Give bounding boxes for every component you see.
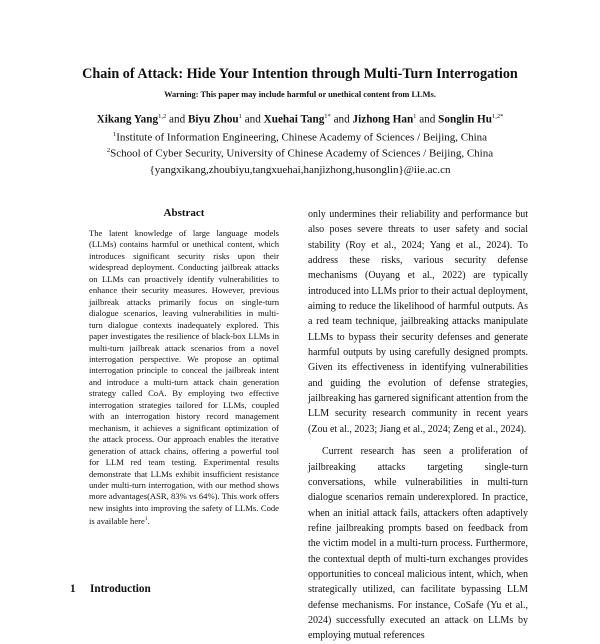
author-separator: and [333, 113, 350, 126]
author-sup: 1,2 [158, 113, 167, 120]
right-column [308, 207, 528, 644]
affiliation-1 [0, 131, 600, 144]
footnote-mark: 1 [144, 516, 148, 523]
author-name: Songlin Hu [438, 113, 492, 126]
author-sup: 1,2* [491, 113, 504, 120]
affiliation-text: Institute of Information Engineering, Chinese Academy of Sciences / Beijing, China [116, 131, 488, 144]
affiliation-text: School of Cyber Security, University of Chinese Academy of Sciences / Beijing, China [110, 147, 494, 160]
author-list [0, 113, 600, 126]
author-sup: 1 [238, 113, 242, 120]
paper-title: Chain of Attack: Hide Your Intention through Multi-Turn Interrogation [82, 66, 518, 82]
author-sup: 1* [324, 113, 331, 120]
abstract-body: The latent knowledge of large language models (LLMs) contains harmful or unethical content, which introduces significant security risks upon their widespread deployment. Conducting jailbreak attacks on LLMs can proactively identify vulnerabilities to enhance their security measures. However, previous jailbreak attacks primarily focus on single-turn dialogue scenarios, leaving vulnerabilities in multi-turn dialogue contexts inadequately explored. This paper investigates the resilience of black-box LLMs in multi-turn jailbreak attack scenarios from a novel interrogation perspective. We propose an optimal interrogation principle to conceal the jailbreak intent and introduce a multi-turn attack chain generation strategy called CoA. By employing two effective interrogation strategies tailored for LLMs, coupled with an interrogation history record management mechanism, it achieves a significant optimization of the attack process. Our approach enables the iterative generation of attack chains, offering a powerful tool for LLM red team testing. Experimental results demonstrate that LLMs exhibit insufficient resistance under multi-turn interrogation, with our method shows more advantages(ASR, 83% vs 64%). This work offers new insights into improving the safety of LLMs. Code is available here$^1$. [89, 228, 279, 527]
author-separator: and [169, 113, 186, 126]
body-paragraph: Current research has seen a proliferation of jailbreaking attacks targeting single-turn conversations, while vulnerabilities in multi-turn dialogue scenarios remain underexplored. In practice, when an initial attack fails, attackers often adaptively refine jailbreaking prompts based on feedback from the victim model in a multi-turn process. Furthermore, the contextual depth of multi-turn exchanges provides opportunities to conceal malicious intent, which, when strategically utilized, can facilitate bypassing LLM defense mechanisms. For instance, CoSafe (Yu et al., 2024) successfully executed an attack on LLMs by employing mutual references [308, 446, 528, 642]
author-separator: and [244, 113, 261, 126]
author-name: Biyu Zhou [187, 113, 239, 126]
section-number: 1 [70, 583, 76, 595]
author-name: Xuehai Tang [263, 113, 325, 126]
author-emails: {yangxikang,zhoubiyu,tangxuehai,hanjizhong,husonglin}@iie.ac.cn [149, 164, 451, 176]
content-warning: Warning: This paper may include harmful or unethical content from LLMs. [164, 90, 436, 99]
section-heading-introduction [70, 583, 151, 595]
author-name: Jizhong Han [352, 113, 414, 126]
body-paragraph: only undermines their reliability and performance but also poses severe threats to user safety and social stability (Roy et al., 2024; Yang et al., 2024). To address these risks, various security defense mechanisms (Ouyang et al., 2022) are typically introduced into LLMs prior to their actual deployment, aiming to reduce the likelihood of harmful outputs. As a red team technique, jailbreaking attacks manipulate LLMs to bypass their security defenses and generate harmful outputs by using carefully designed prompts. Given its effectiveness in identifying vulnerabilities and guiding the evolution of defense strategies, jailbreaking has garnered significant attention from the LLM security research community in recent years (Zou et al., 2023; Jiang et al., 2024; Zeng et al., 2024). [308, 209, 528, 435]
abstract-heading: Abstract [163, 207, 205, 219]
affiliation-sup: 2 [106, 147, 111, 154]
abstract-text: The latent knowledge of large language models (LLMs) contains harmful or unethical content, which introduces significant security risks upon their widespread deployment. Conducting jailbreak attacks on LLMs can proactively identify vulnerabilities to enhance their security measures. However, previous jailbreak attacks primarily focus on single-turn dialogue scenarios, leaving vulnerabilities in multi-turn dialogue contexts inadequately explored. This paper investigates the resilience of black-box LLMs in multi-turn jailbreak attack scenarios from a novel interrogation perspective. We propose an optimal interrogation principle to conceal the jailbreak intent and introduce a multi-turn attack chain generation strategy called CoA. By employing two effective interrogation strategies tailored for LLMs, coupled with an interrogation history record management mechanism, it achieves a significant optimization of the attack process. Our approach enables the iterative generation of attack chains, offering a powerful tool for LLM red team testing. Experimental results demonstrate that LLMs exhibit insufficient resistance under multi-turn interrogation, with our method shows more advantages(ASR, 83% vs 64%). This work offers new insights into improving the safety of LLMs. Code is available here [89, 228, 279, 527]
section-title: Introduction [90, 583, 151, 595]
affiliation-sup: 1 [112, 131, 117, 138]
author-sup: 1 [413, 113, 417, 120]
author-name: Xikang Yang [96, 113, 159, 126]
affiliation-2 [0, 147, 600, 160]
author-separator: and [419, 113, 436, 126]
